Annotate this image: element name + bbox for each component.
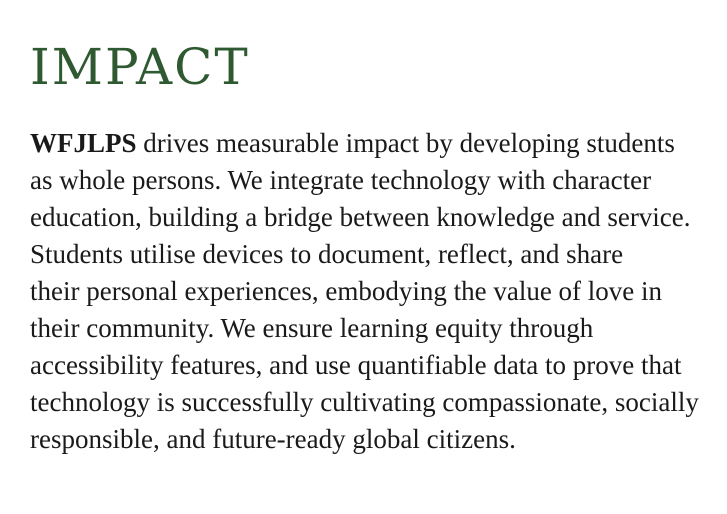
paragraph-line: responsible, and future-ready global citizens. — [30, 424, 516, 454]
paragraph-line: Students utilise devices to document, reflect, and share — [30, 239, 624, 269]
paragraph-line: accessibility features, and use quantifiable data to prove that — [30, 350, 682, 380]
paragraph-line: their community. We ensure learning equity through — [30, 313, 594, 343]
impact-paragraph — [30, 125, 727, 458]
impact-heading: IMPACT — [30, 38, 250, 96]
paragraph-line: technology is successfully cultivating compassionate, socially — [30, 387, 699, 417]
paragraph-line: education, building a bridge between knowledge and service. — [30, 202, 691, 232]
paragraph-line — [30, 125, 727, 162]
paragraph-line-rest: drives measurable impact by developing students — [143, 128, 675, 158]
paragraph-line: their personal experiences, embodying the value of love in — [30, 276, 663, 306]
org-abbreviation-bold: WFJLPS — [30, 128, 137, 158]
paragraph-line: as whole persons. We integrate technology with character — [30, 165, 652, 195]
